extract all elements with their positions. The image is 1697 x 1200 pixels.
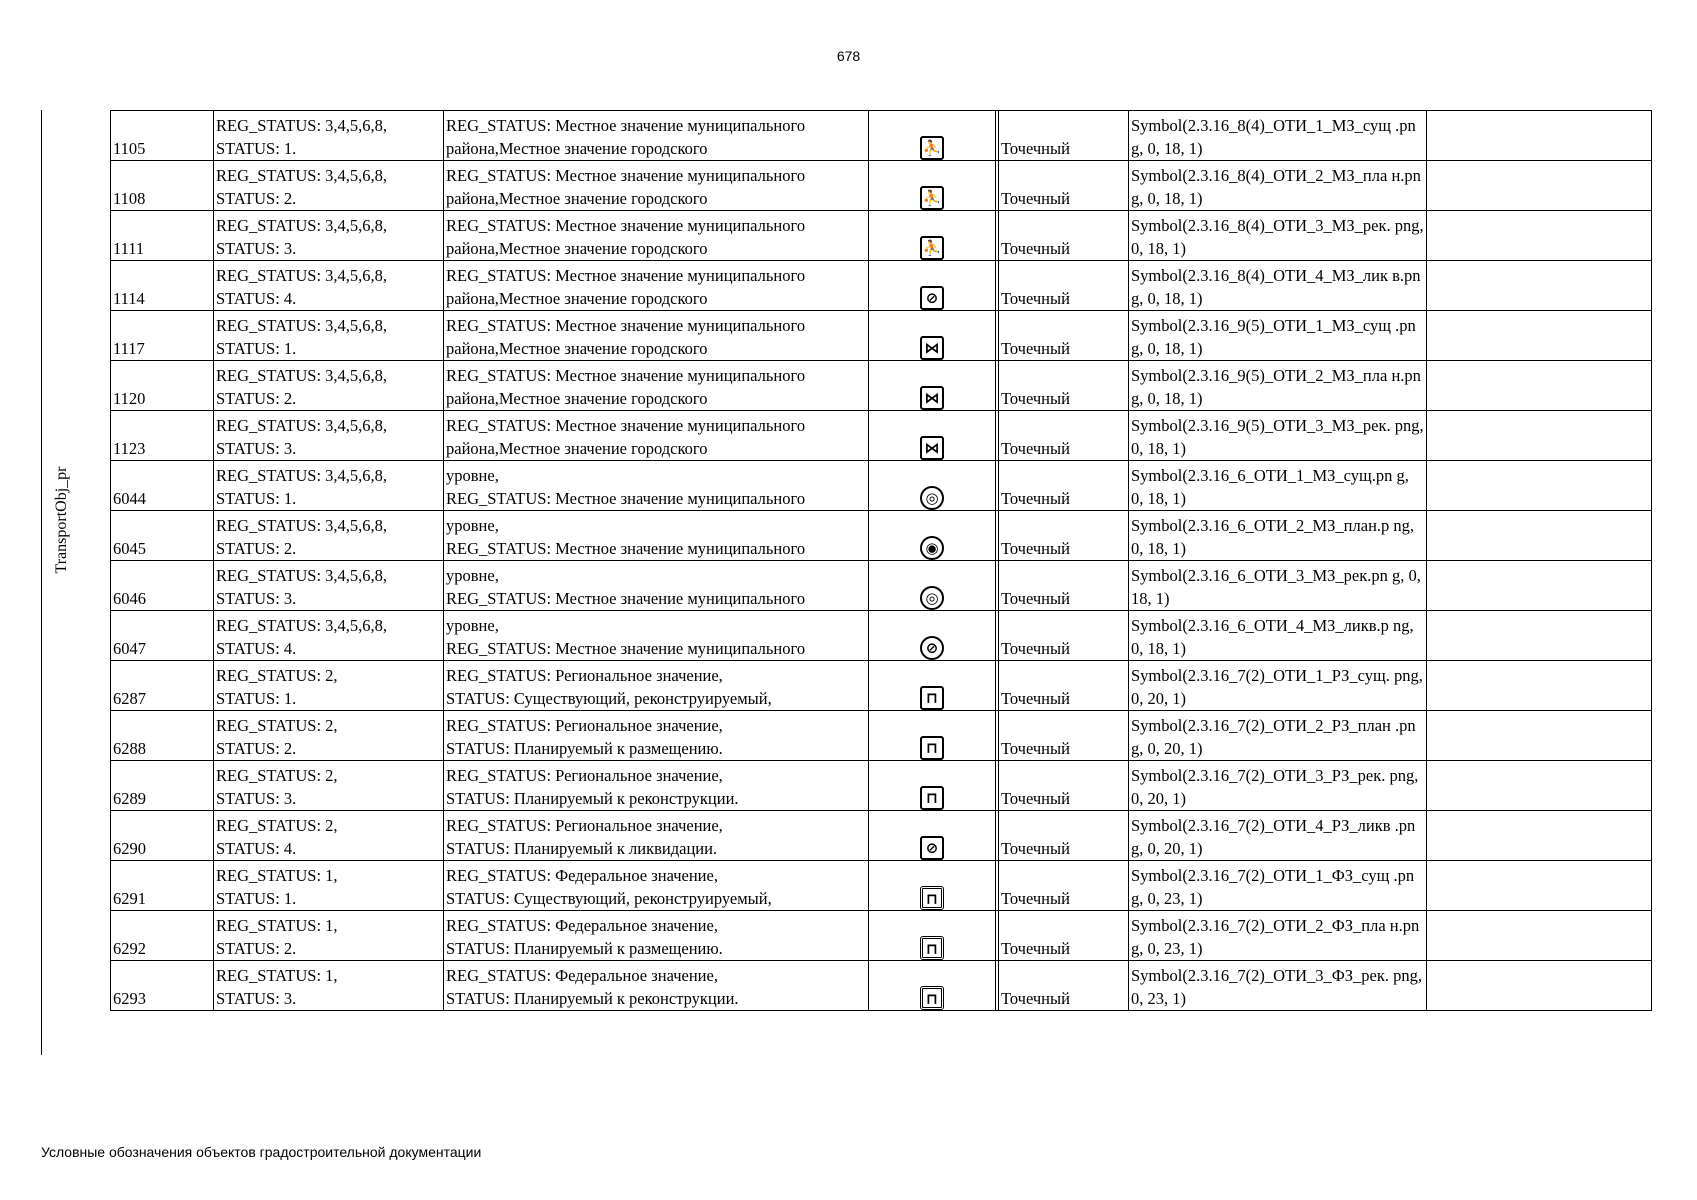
empty-cell [1427,461,1652,511]
table-row [111,211,1652,261]
table-row [111,711,1652,761]
symbol-definition-cell [1129,811,1427,861]
symbol-preview-cell [869,711,996,761]
condition-line: STATUS: 1. [216,689,297,708]
symbol-preview-cell [869,761,996,811]
description-line: REG_STATUS: Местное значение муниципального [446,216,806,235]
description-cell [444,261,869,311]
condition-cell [214,761,444,811]
geometry-type: Точечный [1001,589,1070,608]
empty-cell [1427,411,1652,461]
symbol-definition-cell [1129,111,1427,161]
description-line: района,Местное значение городского [446,189,708,208]
condition-cell [214,211,444,261]
description-line: REG_STATUS: Местное значение муниципального [446,639,806,658]
empty-cell [1427,611,1652,661]
symbol-definition-cell [1129,661,1427,711]
row-id: 6045 [113,539,146,558]
geometry-type-cell [999,311,1129,361]
row-id-cell [111,461,214,511]
description-cell [444,511,869,561]
geometry-type: Точечный [1001,389,1070,408]
geometry-type-cell [999,611,1129,661]
interchange-icon: ⋈ [920,386,944,410]
geometry-type-cell [999,261,1129,311]
symbol-definition: Symbol(2.3.16_8(4)_ОТИ_4_МЗ_лик в.png, 0, 18, 1) [1131,266,1421,308]
symbol-definition: Symbol(2.3.16_6_ОТИ_2_МЗ_план.p ng, 0, 18, 1) [1131,516,1415,558]
symbol-definition: Symbol(2.3.16_8(4)_ОТИ_2_МЗ_пла н.png, 0, 18, 1) [1131,166,1421,208]
empty-cell [1427,911,1652,961]
symbol-preview-cell [869,211,996,261]
symbol-preview-cell [869,511,996,561]
symbol-definition: Symbol(2.3.16_7(2)_ОТИ_4_РЗ_ликв .png, 0, 20, 1) [1131,816,1416,858]
geometry-type-cell [999,411,1129,461]
condition-line: REG_STATUS: 2, [216,816,338,835]
description-line: STATUS: Существующий, реконструируемый, [446,889,772,908]
row-id-cell [111,561,214,611]
condition-line: STATUS: 3. [216,239,297,258]
condition-cell [214,661,444,711]
symbol-definition-cell [1129,311,1427,361]
condition-line: REG_STATUS: 2, [216,666,338,685]
symbol-preview-cell [869,411,996,461]
row-id-cell [111,311,214,361]
description-cell [444,161,869,211]
condition-line: REG_STATUS: 3,4,5,6,8, [216,616,388,635]
condition-line: REG_STATUS: 2, [216,716,338,735]
table-row [111,961,1652,1011]
description-line: района,Местное значение городского [446,439,708,458]
condition-line: STATUS: 2. [216,739,297,758]
condition-line: REG_STATUS: 3,4,5,6,8, [216,416,388,435]
row-id-cell [111,361,214,411]
row-id-cell [111,761,214,811]
condition-line: STATUS: 2. [216,539,297,558]
geometry-type: Точечный [1001,439,1070,458]
symbol-definition-cell [1129,961,1427,1011]
condition-line: STATUS: 3. [216,439,297,458]
description-line: REG_STATUS: Местное значение муниципального [446,589,806,608]
empty-cell [1427,311,1652,361]
description-line: района,Местное значение городского [446,389,708,408]
row-id: 6288 [113,739,146,758]
symbol-preview-cell [869,561,996,611]
condition-cell [214,811,444,861]
tunnel-icon: ⊓ [920,686,944,710]
description-line: STATUS: Планируемый к реконструкции. [446,789,739,808]
geometry-type-cell [999,561,1129,611]
description-cell [444,461,869,511]
geometry-type: Точечный [1001,139,1070,158]
symbol-definition: Symbol(2.3.16_8(4)_ОТИ_3_МЗ_рек. png, 0, 18, 1) [1131,216,1424,258]
description-cell [444,611,869,661]
table-row [111,161,1652,211]
geometry-type-cell [999,961,1129,1011]
geometry-type-cell [999,911,1129,961]
condition-cell [214,261,444,311]
condition-cell [214,161,444,211]
geometry-type-cell [999,511,1129,561]
tunnel-icon: ⊓ [920,736,944,760]
description-cell [444,411,869,461]
description-cell [444,911,869,961]
description-line: района,Местное значение городского [446,289,708,308]
description-line: REG_STATUS: Местное значение муниципального [446,366,806,385]
condition-line: STATUS: 4. [216,289,297,308]
geometry-type-cell [999,761,1129,811]
description-line: REG_STATUS: Местное значение муниципального [446,166,806,185]
ring-junction-icon: ◎ [920,486,944,510]
table-row [111,261,1652,311]
geometry-type: Точечный [1001,639,1070,658]
condition-line: REG_STATUS: 3,4,5,6,8, [216,216,388,235]
condition-cell [214,611,444,661]
escalator-icon: ⛹ [920,186,944,210]
symbol-definition: Symbol(2.3.16_6_ОТИ_3_МЗ_рек.pn g, 0, 18, 1) [1131,566,1421,608]
description-line: REG_STATUS: Федеральное значение, [446,866,718,885]
symbol-preview-cell [869,861,996,911]
description-line: уровне, [446,516,499,535]
description-line: района,Местное значение городского [446,239,708,258]
symbol-definition-cell [1129,611,1427,661]
row-id: 6047 [113,639,146,658]
table-body [111,111,1652,1011]
empty-cell [1427,361,1652,411]
symbol-definition-cell [1129,411,1427,461]
ring-junction-icon: ◎ [920,586,944,610]
description-line: уровне, [446,616,499,635]
row-id-cell [111,211,214,261]
condition-line: STATUS: 1. [216,139,297,158]
symbol-preview-cell [869,961,996,1011]
symbol-preview-cell [869,611,996,661]
condition-cell [214,961,444,1011]
symbol-preview-cell [869,161,996,211]
tunnel-federal-icon: ⊓ [920,936,944,960]
row-id: 6046 [113,589,146,608]
symbol-definition-cell [1129,461,1427,511]
geometry-type: Точечный [1001,339,1070,358]
table-row [111,311,1652,361]
description-cell [444,961,869,1011]
empty-cell [1427,661,1652,711]
symbol-preview-cell [869,911,996,961]
table-row [111,561,1652,611]
description-line: REG_STATUS: Федеральное значение, [446,966,718,985]
symbol-preview-cell [869,311,996,361]
symbol-definition: Symbol(2.3.16_7(2)_ОТИ_2_ФЗ_пла н.png, 0, 23, 1) [1131,916,1420,958]
table-row [111,411,1652,461]
row-id: 6293 [113,989,146,1008]
description-line: REG_STATUS: Местное значение муниципального [446,489,806,508]
description-line: района,Местное значение городского [446,139,708,158]
condition-line: REG_STATUS: 1, [216,916,338,935]
description-cell [444,661,869,711]
empty-cell [1427,811,1652,861]
empty-cell [1427,961,1652,1011]
condition-line: STATUS: 4. [216,639,297,658]
geometry-type: Точечный [1001,839,1070,858]
condition-cell [214,461,444,511]
symbol-definition-cell [1129,911,1427,961]
row-id-cell [111,611,214,661]
row-id: 6290 [113,839,146,858]
condition-line: REG_STATUS: 1, [216,966,338,985]
description-cell [444,211,869,261]
empty-cell [1427,861,1652,911]
symbol-definition-cell [1129,211,1427,261]
geometry-type-cell [999,361,1129,411]
symbol-definition: Symbol(2.3.16_7(2)_ОТИ_2_РЗ_план .png, 0, 20, 1) [1131,716,1416,758]
table-row [111,361,1652,411]
symbol-definition-cell [1129,561,1427,611]
description-cell [444,811,869,861]
condition-cell [214,511,444,561]
description-line: REG_STATUS: Региональное значение, [446,716,723,735]
geometry-type: Точечный [1001,539,1070,558]
row-id-cell [111,811,214,861]
legend-table [110,110,1652,1011]
table-row [111,811,1652,861]
symbol-preview-cell [869,811,996,861]
row-id-cell [111,961,214,1011]
margin-rule [41,110,42,1055]
tunnel-federal-icon: ⊓ [920,986,944,1010]
row-id: 6287 [113,689,146,708]
description-line: REG_STATUS: Местное значение муниципального [446,539,806,558]
geometry-type: Точечный [1001,789,1070,808]
condition-line: STATUS: 2. [216,189,297,208]
condition-line: REG_STATUS: 3,4,5,6,8, [216,566,388,585]
description-line: STATUS: Планируемый к ликвидации. [446,839,718,858]
condition-line: STATUS: 2. [216,939,297,958]
symbol-preview-cell [869,461,996,511]
row-id-cell [111,711,214,761]
row-id-cell [111,111,214,161]
description-cell [444,361,869,411]
row-id: 6291 [113,889,146,908]
description-line: REG_STATUS: Региональное значение, [446,766,723,785]
condition-line: STATUS: 1. [216,339,297,358]
description-line: REG_STATUS: Местное значение муниципального [446,266,806,285]
symbol-definition: Symbol(2.3.16_6_ОТИ_1_МЗ_сущ.pn g, 0, 18, 1) [1131,466,1409,508]
description-cell [444,311,869,361]
row-id: 6044 [113,489,146,508]
geometry-type: Точечный [1001,989,1070,1008]
empty-cell [1427,561,1652,611]
symbol-definition: Symbol(2.3.16_6_ОТИ_4_МЗ_ликв.p ng, 0, 18, 1) [1131,616,1414,658]
symbol-definition-cell [1129,361,1427,411]
condition-line: STATUS: 3. [216,589,297,608]
geometry-type: Точечный [1001,189,1070,208]
condition-cell [214,411,444,461]
row-id-cell [111,511,214,561]
interchange-icon: ⋈ [920,436,944,460]
empty-cell [1427,161,1652,211]
symbol-definition-cell [1129,161,1427,211]
table-row [111,461,1652,511]
table-row [111,511,1652,561]
description-cell [444,861,869,911]
empty-cell [1427,261,1652,311]
description-line: района,Местное значение городского [446,339,708,358]
interchange-icon: ⋈ [920,336,944,360]
page-number: 678 [836,48,861,64]
empty-cell [1427,111,1652,161]
description-line: уровне, [446,466,499,485]
tunnel-federal-icon: ⊓ [920,886,944,910]
row-id-cell [111,911,214,961]
symbol-definition: Symbol(2.3.16_8(4)_ОТИ_1_МЗ_сущ .png, 0, 18, 1) [1131,116,1416,158]
description-line: STATUS: Планируемый к размещению. [446,739,723,758]
table-row [111,111,1652,161]
condition-line: STATUS: 3. [216,789,297,808]
row-id: 1108 [113,189,146,208]
row-id: 1117 [113,339,145,358]
geometry-type: Точечный [1001,689,1070,708]
geometry-type-cell [999,711,1129,761]
row-id-cell [111,261,214,311]
description-cell [444,561,869,611]
geometry-type-cell [999,111,1129,161]
symbol-preview-cell [869,361,996,411]
symbol-definition: Symbol(2.3.16_9(5)_ОТИ_1_МЗ_сущ .png, 0, 18, 1) [1131,316,1416,358]
condition-line: REG_STATUS: 3,4,5,6,8, [216,316,388,335]
condition-cell [214,911,444,961]
side-label-text: TransportObj_pr [53,466,70,574]
row-id-cell [111,661,214,711]
table-row [111,911,1652,961]
symbol-preview-cell [869,261,996,311]
escalator-icon: ⛹ [920,136,944,160]
condition-cell [214,711,444,761]
condition-cell [214,111,444,161]
table-row [111,661,1652,711]
row-id-cell [111,411,214,461]
symbol-definition: Symbol(2.3.16_7(2)_ОТИ_3_РЗ_рек. png, 0, 20, 1) [1131,766,1419,808]
symbol-definition: Symbol(2.3.16_7(2)_ОТИ_1_РЗ_сущ. png, 0, 20, 1) [1131,666,1423,708]
condition-line: REG_STATUS: 3,4,5,6,8, [216,516,388,535]
description-line: REG_STATUS: Федеральное значение, [446,916,718,935]
empty-cell [1427,211,1652,261]
description-line: уровне, [446,566,499,585]
empty-cell [1427,711,1652,761]
row-id: 1105 [113,139,146,158]
condition-line: STATUS: 1. [216,889,297,908]
condition-line: REG_STATUS: 3,4,5,6,8, [216,466,388,485]
condition-line: REG_STATUS: 3,4,5,6,8, [216,366,388,385]
geometry-type: Точечный [1001,939,1070,958]
description-cell [444,711,869,761]
ring-junction-icon: ◉ [920,536,944,560]
symbol-definition-cell [1129,511,1427,561]
description-line: STATUS: Планируемый к реконструкции. [446,989,739,1008]
escalator-crossed-icon: ⊘ [920,286,944,310]
condition-line: REG_STATUS: 1, [216,866,338,885]
empty-cell [1427,761,1652,811]
condition-line: REG_STATUS: 3,4,5,6,8, [216,116,388,135]
table-row [111,861,1652,911]
description-cell [444,111,869,161]
description-line: REG_STATUS: Региональное значение, [446,666,723,685]
geometry-type: Точечный [1001,289,1070,308]
condition-line: STATUS: 3. [216,989,297,1008]
symbol-definition-cell [1129,261,1427,311]
geometry-type-cell [999,661,1129,711]
condition-cell [214,861,444,911]
row-id: 1120 [113,389,146,408]
condition-cell [214,311,444,361]
geometry-type: Точечный [1001,889,1070,908]
row-id-cell [111,161,214,211]
escalator-icon: ⛹ [920,236,944,260]
symbol-definition: Symbol(2.3.16_9(5)_ОТИ_3_МЗ_рек. png, 0, 18, 1) [1131,416,1424,458]
symbol-definition-cell [1129,711,1427,761]
description-cell [444,761,869,811]
ring-junction-crossed-icon: ⊘ [920,636,944,660]
geometry-type: Точечный [1001,239,1070,258]
condition-line: STATUS: 4. [216,839,297,858]
symbol-definition: Symbol(2.3.16_7(2)_ОТИ_1_ФЗ_сущ .png, 0, 23, 1) [1131,866,1415,908]
symbol-definition-cell [1129,861,1427,911]
geometry-type-cell [999,811,1129,861]
table-row [111,611,1652,661]
description-line: REG_STATUS: Местное значение муниципального [446,316,806,335]
row-id-cell [111,861,214,911]
tunnel-crossed-icon: ⊘ [920,836,944,860]
symbol-preview-cell [869,661,996,711]
footer-caption: Условные обозначения объектов градостроительной документации [41,1144,482,1160]
description-line: STATUS: Существующий, реконструируемый, [446,689,772,708]
geometry-type: Точечный [1001,489,1070,508]
condition-line: REG_STATUS: 3,4,5,6,8, [216,166,388,185]
tunnel-icon: ⊓ [920,786,944,810]
geometry-type: Точечный [1001,739,1070,758]
description-line: REG_STATUS: Местное значение муниципального [446,416,806,435]
geometry-type-cell [999,461,1129,511]
condition-line: REG_STATUS: 2, [216,766,338,785]
symbol-definition-cell [1129,761,1427,811]
condition-line: REG_STATUS: 3,4,5,6,8, [216,266,388,285]
condition-cell [214,361,444,411]
condition-cell [214,561,444,611]
row-id: 6292 [113,939,146,958]
row-id: 1111 [113,239,145,258]
row-id: 1114 [113,289,145,308]
condition-line: STATUS: 1. [216,489,297,508]
row-id: 1123 [113,439,146,458]
symbol-preview-cell [869,111,996,161]
geometry-type-cell [999,161,1129,211]
symbol-definition: Symbol(2.3.16_9(5)_ОТИ_2_МЗ_пла н.png, 0, 18, 1) [1131,366,1421,408]
geometry-type-cell [999,211,1129,261]
row-id: 6289 [113,789,146,808]
description-line: REG_STATUS: Региональное значение, [446,816,723,835]
empty-cell [1427,511,1652,561]
condition-line: STATUS: 2. [216,389,297,408]
description-line: REG_STATUS: Местное значение муниципального [446,116,806,135]
geometry-type-cell [999,861,1129,911]
symbol-definition: Symbol(2.3.16_7(2)_ОТИ_3_ФЗ_рек. png, 0, 23, 1) [1131,966,1423,1008]
table-row [111,761,1652,811]
description-line: STATUS: Планируемый к размещению. [446,939,723,958]
